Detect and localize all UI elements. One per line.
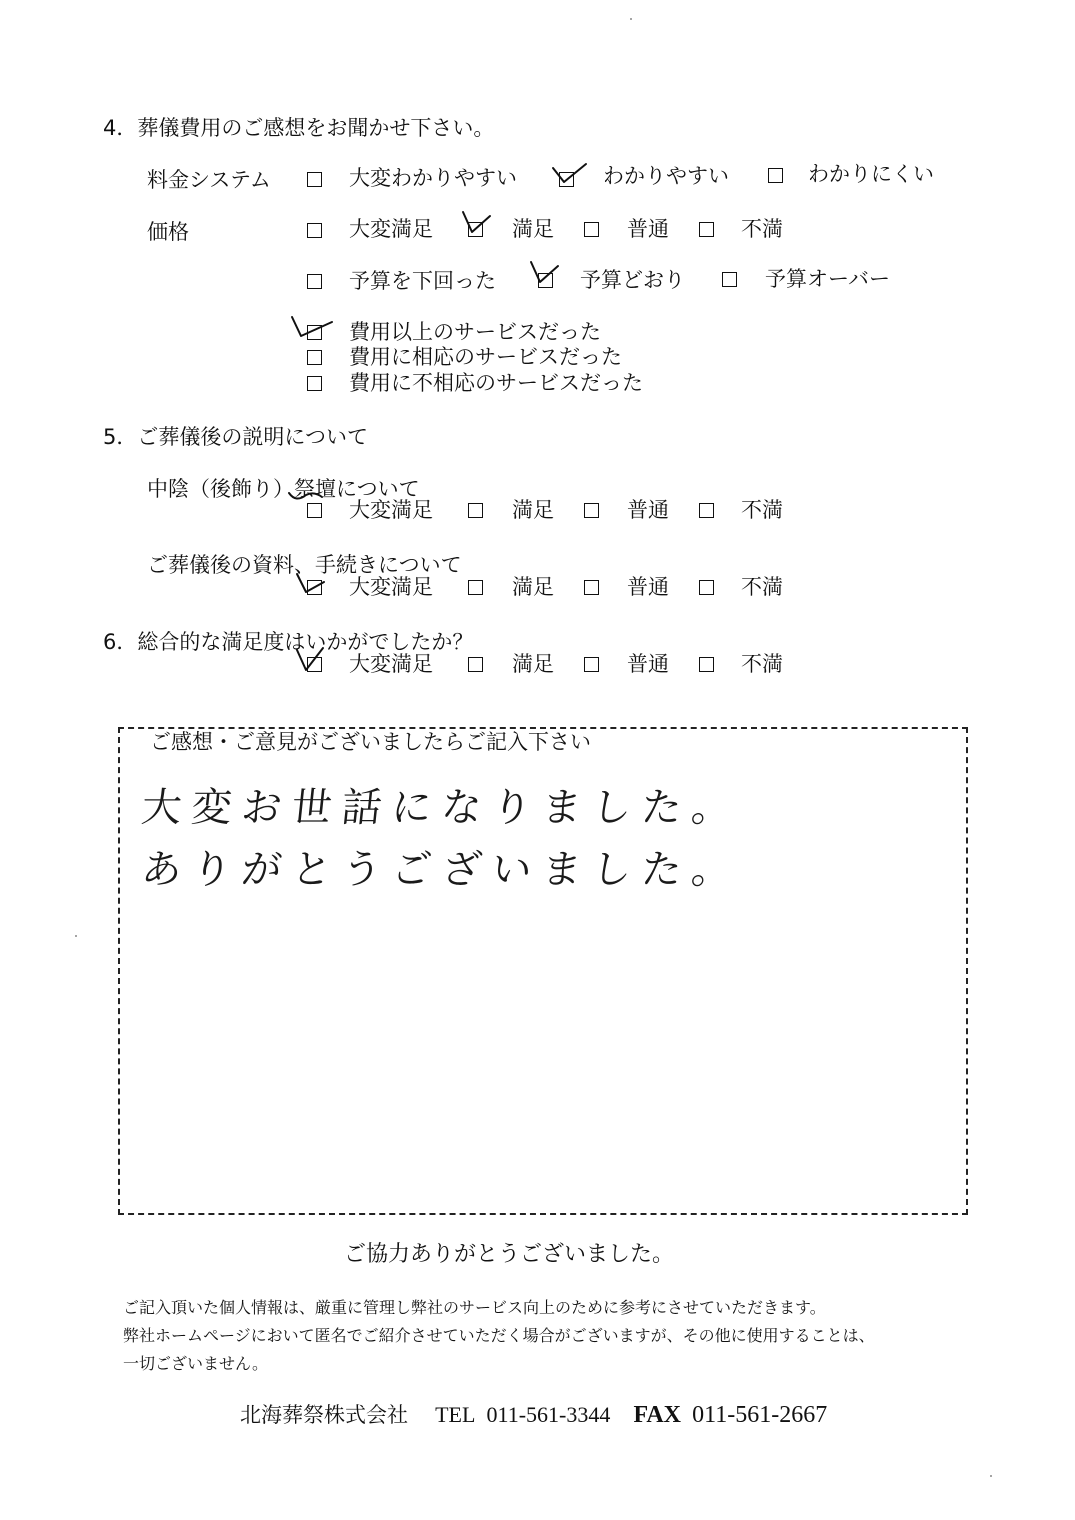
option-docs-very-satisfied: 大変満足 — [349, 575, 433, 599]
checkbox-under-budget[interactable] — [307, 274, 322, 289]
checkbox-overall-satisfied[interactable] — [468, 657, 483, 672]
option-over-budget: 予算オーバー — [765, 267, 890, 291]
checkbox-unclear[interactable] — [768, 168, 783, 183]
option-clear: わかりやすい — [603, 164, 729, 188]
option-overall-very-satisfied: 大変満足 — [349, 652, 433, 676]
option-price-unsatisfied: 不満 — [741, 217, 783, 241]
q4-pricing-system-label: 料金システム — [147, 168, 271, 192]
checkbox-price-normal[interactable] — [584, 222, 599, 237]
option-docs-satisfied: 満足 — [512, 575, 554, 599]
checkbox-clear[interactable] — [559, 172, 574, 187]
checkbox-overall-very-satisfied[interactable] — [307, 657, 322, 672]
thanks-message: ご協力ありがとうございました。 — [344, 1242, 675, 1267]
tel-label: TEL — [435, 1402, 476, 1427]
option-service-matching-cost: 費用に相応のサービスだった — [349, 345, 622, 369]
checkbox-altar-normal[interactable] — [584, 503, 599, 518]
option-unclear: わかりにくい — [808, 162, 934, 186]
scan-speck — [630, 18, 632, 20]
option-very-clear: 大変わかりやすい — [349, 166, 517, 190]
q5-heading: 5．ご葬儀後の説明について — [103, 425, 368, 449]
checkbox-price-very-satisfied[interactable] — [307, 223, 322, 238]
checkbox-price-satisfied[interactable] — [468, 222, 483, 237]
privacy-note-line-2: 弊社ホームページにおいて匿名でご紹介させていただく場合がございますが、その他に使用することは、 — [123, 1326, 875, 1345]
privacy-note-line-3: 一切ございません。 — [123, 1354, 268, 1373]
checkbox-service-matching-cost[interactable] — [307, 350, 322, 365]
option-altar-very-satisfied: 大変満足 — [349, 498, 433, 522]
option-price-normal: 普通 — [627, 217, 669, 241]
q5-altar-label: 中陰（後飾り）祭壇について — [147, 477, 420, 501]
company-footer — [240, 1402, 827, 1429]
checkbox-service-above-cost[interactable] — [307, 325, 322, 340]
option-altar-unsatisfied: 不満 — [741, 498, 783, 522]
option-price-satisfied: 満足 — [512, 217, 554, 241]
checkbox-docs-unsatisfied[interactable] — [699, 580, 714, 595]
q6-heading: 6．総合的な満足度はいかがでしたか？ — [103, 630, 474, 654]
fax-number: 011-561-2667 — [692, 1402, 828, 1428]
option-under-budget: 予算を下回った — [349, 269, 496, 293]
option-overall-satisfied: 満足 — [512, 652, 554, 676]
scan-speck — [990, 1475, 992, 1477]
company-name: 北海葬祭株式会社 — [240, 1403, 408, 1427]
q5-documents-label: ご葬儀後の資料、手続きについて — [147, 553, 462, 577]
checkbox-very-clear[interactable] — [307, 172, 322, 187]
option-altar-normal: 普通 — [627, 498, 669, 522]
checkbox-overall-normal[interactable] — [584, 657, 599, 672]
option-on-budget: 予算どおり — [580, 268, 685, 292]
tel-number: 011-561-3344 — [486, 1402, 611, 1427]
option-docs-normal: 普通 — [627, 575, 669, 599]
q4-heading: 4．葬儀費用のご感想をお聞かせ下さい。 — [103, 116, 495, 140]
comments-label: ご感想・ご意見がございましたらご記入下さい — [146, 732, 595, 753]
checkbox-on-budget[interactable] — [538, 273, 553, 288]
option-price-very-satisfied: 大変満足 — [349, 217, 433, 241]
checkbox-docs-satisfied[interactable] — [468, 580, 483, 595]
checkbox-service-below-cost[interactable] — [307, 376, 322, 391]
fax-label: FAX — [633, 1402, 681, 1428]
option-service-above-cost: 費用以上のサービスだった — [349, 320, 601, 344]
privacy-note-line-1: ご記入頂いた個人情報は、厳重に管理し弊社のサービス向上のために参考にさせていただきます。 — [123, 1298, 826, 1317]
checkbox-overall-unsatisfied[interactable] — [699, 657, 714, 672]
checkbox-altar-very-satisfied[interactable] — [307, 503, 322, 518]
q4-price-label: 価格 — [147, 220, 189, 244]
handwritten-comment-line-2: ありがとうございました。 — [139, 847, 745, 893]
option-altar-satisfied: 満足 — [512, 498, 554, 522]
checkbox-docs-normal[interactable] — [584, 580, 599, 595]
option-service-below-cost: 費用に不相応のサービスだった — [349, 371, 643, 395]
handwritten-comment-line-1: 大変お世話になりました。 — [139, 785, 745, 831]
checkbox-price-unsatisfied[interactable] — [699, 222, 714, 237]
option-overall-normal: 普通 — [627, 652, 669, 676]
option-overall-unsatisfied: 不満 — [741, 652, 783, 676]
checkbox-over-budget[interactable] — [722, 272, 737, 287]
option-docs-unsatisfied: 不満 — [741, 575, 783, 599]
checkbox-docs-very-satisfied[interactable] — [307, 580, 322, 595]
checkbox-altar-unsatisfied[interactable] — [699, 503, 714, 518]
checkbox-altar-satisfied[interactable] — [468, 503, 483, 518]
scan-speck — [75, 935, 77, 937]
